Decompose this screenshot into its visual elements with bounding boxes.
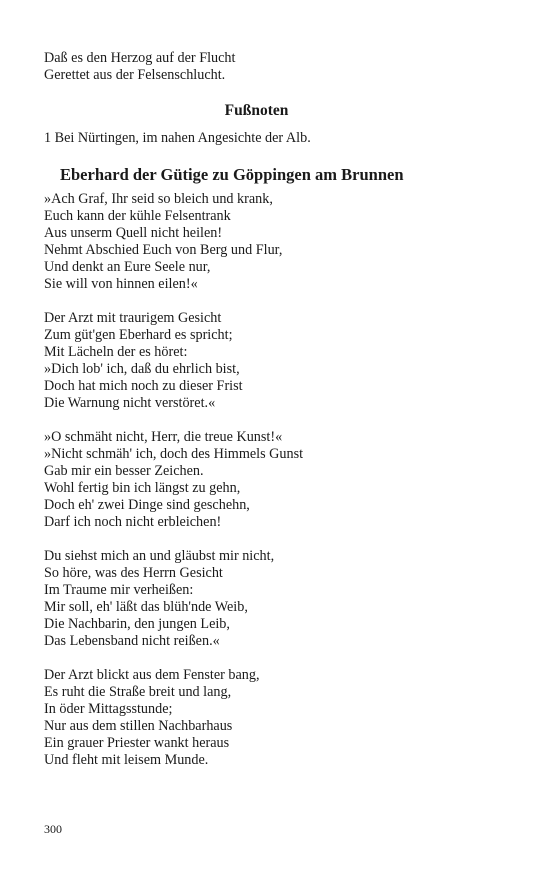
verse-line: Aus unserm Quell nicht heilen! (44, 225, 223, 241)
verse-line: »O schmäht nicht, Herr, die treue Kunst!« (44, 429, 283, 445)
verse-line: »Ach Graf, Ihr seid so bleich und krank, (44, 191, 273, 207)
verse-line: Die Warnung nicht verstöret.« (44, 395, 216, 411)
stanza-3 (44, 429, 514, 531)
stanza-gap (44, 293, 514, 310)
page-number: 300 (44, 822, 62, 836)
footnote-1: 1 Bei Nürtingen, im nahen Angesichte der Alb. (44, 130, 311, 146)
verse-line: Es ruht die Straße breit und lang, (44, 684, 232, 700)
stanza-5 (44, 667, 514, 769)
verse-line: Und fleht mit leisem Munde. (44, 752, 209, 768)
verse-line: Zum güt'gen Eberhard es spricht; (44, 327, 233, 343)
verse-line: Doch hat mich noch zu dieser Frist (44, 378, 243, 394)
verse-line: Der Arzt mit traurigem Gesicht (44, 310, 222, 326)
verse-line: Darf ich noch nicht erbleichen! (44, 514, 222, 530)
verse-line: »Dich lob' ich, daß du ehrlich bist, (44, 361, 240, 377)
verse-line: Im Traume mir verheißen: (44, 582, 194, 598)
verse-line: Mit Lächeln der es höret: (44, 344, 188, 360)
footnotes-heading: Fußnoten (224, 102, 289, 119)
verse-line: Nur aus dem stillen Nachbarhaus (44, 718, 233, 734)
stanza-4 (44, 548, 514, 650)
verse-line: Der Arzt blickt aus dem Fenster bang, (44, 667, 260, 683)
stanza-gap (44, 650, 514, 667)
verse-line: Und denkt an Eure Seele nur, (44, 259, 211, 275)
verse-line: Gab mir ein besser Zeichen. (44, 463, 204, 479)
page-content (44, 50, 514, 769)
verse-line: Wohl fertig bin ich längst zu gehn, (44, 480, 241, 496)
verse-line: Das Lebensband nicht reißen.« (44, 633, 220, 649)
verse-line: Die Nachbarin, den jungen Leib, (44, 616, 230, 632)
verse-line: Ein grauer Priester wankt heraus (44, 735, 230, 751)
verse-line: Gerettet aus der Felsenschlucht. (44, 67, 226, 83)
verse-line: In öder Mittagsstunde; (44, 701, 173, 717)
poem-title: Eberhard der Gütige zu Göppingen am Brunnen (60, 165, 404, 184)
stanza-gap (44, 412, 514, 429)
verse-line: Mir soll, eh' läßt das blüh'nde Weib, (44, 599, 248, 615)
verse-line: Sie will von hinnen eilen!« (44, 276, 198, 292)
verse-line: So höre, was des Herrn Gesicht (44, 565, 223, 581)
verse-line: Nehmt Abschied Euch von Berg und Flur, (44, 242, 283, 258)
stanza-2 (44, 310, 514, 412)
stanza-1 (44, 191, 514, 293)
verse-line: Doch eh' zwei Dinge sind geschehn, (44, 497, 250, 513)
previous-poem-ending (44, 50, 514, 84)
stanza-gap (44, 531, 514, 548)
verse-line: Daß es den Herzog auf der Flucht (44, 50, 236, 66)
verse-line: »Nicht schmäh' ich, doch des Himmels Gunst (44, 446, 304, 462)
verse-line: Euch kann der kühle Felsentrank (44, 208, 231, 224)
verse-line: Du siehst mich an und gläubst mir nicht, (44, 548, 275, 564)
